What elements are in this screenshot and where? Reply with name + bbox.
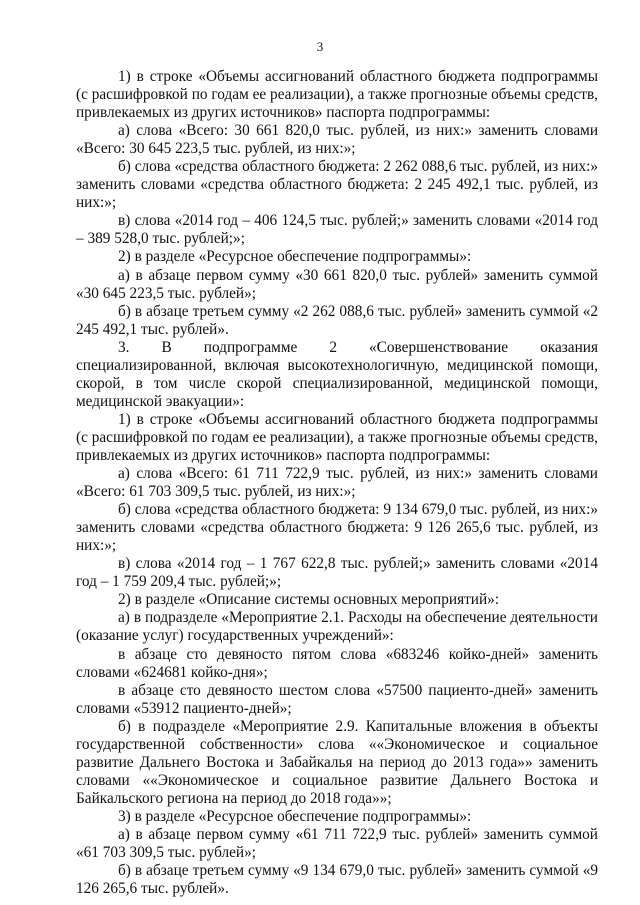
paragraph: в абзаце сто девяносто пятом слова «683246 койко-дней» заменить словами «624681 койко-дня»; <box>76 645 598 681</box>
paragraph: б) слова «средства областного бюджета: 2 262 088,6 тыс. рублей, из них:» заменить словами «средства областного бюджета: 2 245 492,1 тыс. рублей, из них:»; <box>76 158 598 212</box>
paragraph: а) в абзаце первом сумму «30 661 820,0 тыс. рублей» заменить суммой «30 645 223,5 тыс. рублей»; <box>76 266 598 302</box>
paragraph: а) слова «Всего: 61 711 722,9 тыс. рублей, из них:» заменить словами «Всего: 61 703 309,5 тыс. рублей, из них:»; <box>76 465 598 501</box>
paragraph: 2) в разделе «Ресурсное обеспечение подпрограммы»: <box>118 248 472 266</box>
paragraph: а) в подразделе «Мероприятие 2.1. Расходы на обеспечение деятельности (оказание услуг) государственных учреждений»: <box>76 609 598 645</box>
paragraph: 2) в разделе «Описание системы основных мероприятий»: <box>118 591 500 609</box>
paragraph: 3. В подпрограмме 2 «Совершенствование оказания специализированной, включая высокотехнологичную, медицинской помощи, скорой, в том числе скорой специализированной, медицинской помощи, медицинской эвакуации»: <box>76 338 598 410</box>
document-body <box>76 68 598 898</box>
paragraph: в) слова «2014 год – 1 767 622,8 тыс. рублей;» заменить словами «2014 год – 1 759 209,4 тыс. рублей;»; <box>76 555 598 591</box>
paragraph: а) слова «Всего: 30 661 820,0 тыс. рублей, из них:» заменить словами «Всего: 30 645 223,5 тыс. рублей, из них:»; <box>76 122 598 158</box>
paragraph: б) слова «средства областного бюджета: 9 134 679,0 тыс. рублей, из них:» заменить словами «средства областного бюджета: 9 126 265,6 тыс. рублей, из них:»; <box>76 501 598 555</box>
paragraph: в абзаце сто девяносто шестом слова «57500 пациенто-дней» заменить словами «53912 пациенто-дней»; <box>76 681 598 717</box>
paragraph: а) в абзаце первом сумму «61 711 722,9 тыс. рублей» заменить суммой «61 703 309,5 тыс. рублей»; <box>76 825 598 862</box>
paragraph: б) в абзаце третьем сумму «9 134 679,0 тыс. рублей» заменить суммой «9 126 265,6 тыс. рублей». <box>76 862 598 898</box>
page-number: 3 <box>316 39 324 54</box>
paragraph: б) в подразделе «Мероприятие 2.9. Капитальные вложения в объекты государственной собственности» слова ««Экономическое и социальное развитие Дальнего Востока и Забайкалья на период до 2013 года»» заменить словами ««Экономическое и социальное развитие Дальнего Востока и Байкальского региона на период до 2018 года»»; <box>76 717 598 807</box>
paragraph: в) слова «2014 год – 406 124,5 тыс. рублей;» заменить словами «2014 год – 389 528,0 тыс. рублей;»; <box>76 212 598 248</box>
paragraph: 3) в разделе «Ресурсное обеспечение подпрограммы»: <box>118 807 472 825</box>
paragraph: 1) в строке «Объемы ассигнований областного бюджета подпрограммы (с расшифровкой по годам ее реализации), а также прогнозные объемы средств, привлекаемых из других источников» паспорта подпрограммы: <box>76 410 598 464</box>
paragraph: б) в абзаце третьем сумму «2 262 088,6 тыс. рублей» заменить суммой «2 245 492,1 тыс. рублей». <box>76 302 598 338</box>
paragraph: 1) в строке «Объемы ассигнований областного бюджета подпрограммы (с расшифровкой по годам ее реализации), а также прогнозные объемы средств, привлекаемых из других источников» паспорта подпрограммы: <box>76 68 598 122</box>
